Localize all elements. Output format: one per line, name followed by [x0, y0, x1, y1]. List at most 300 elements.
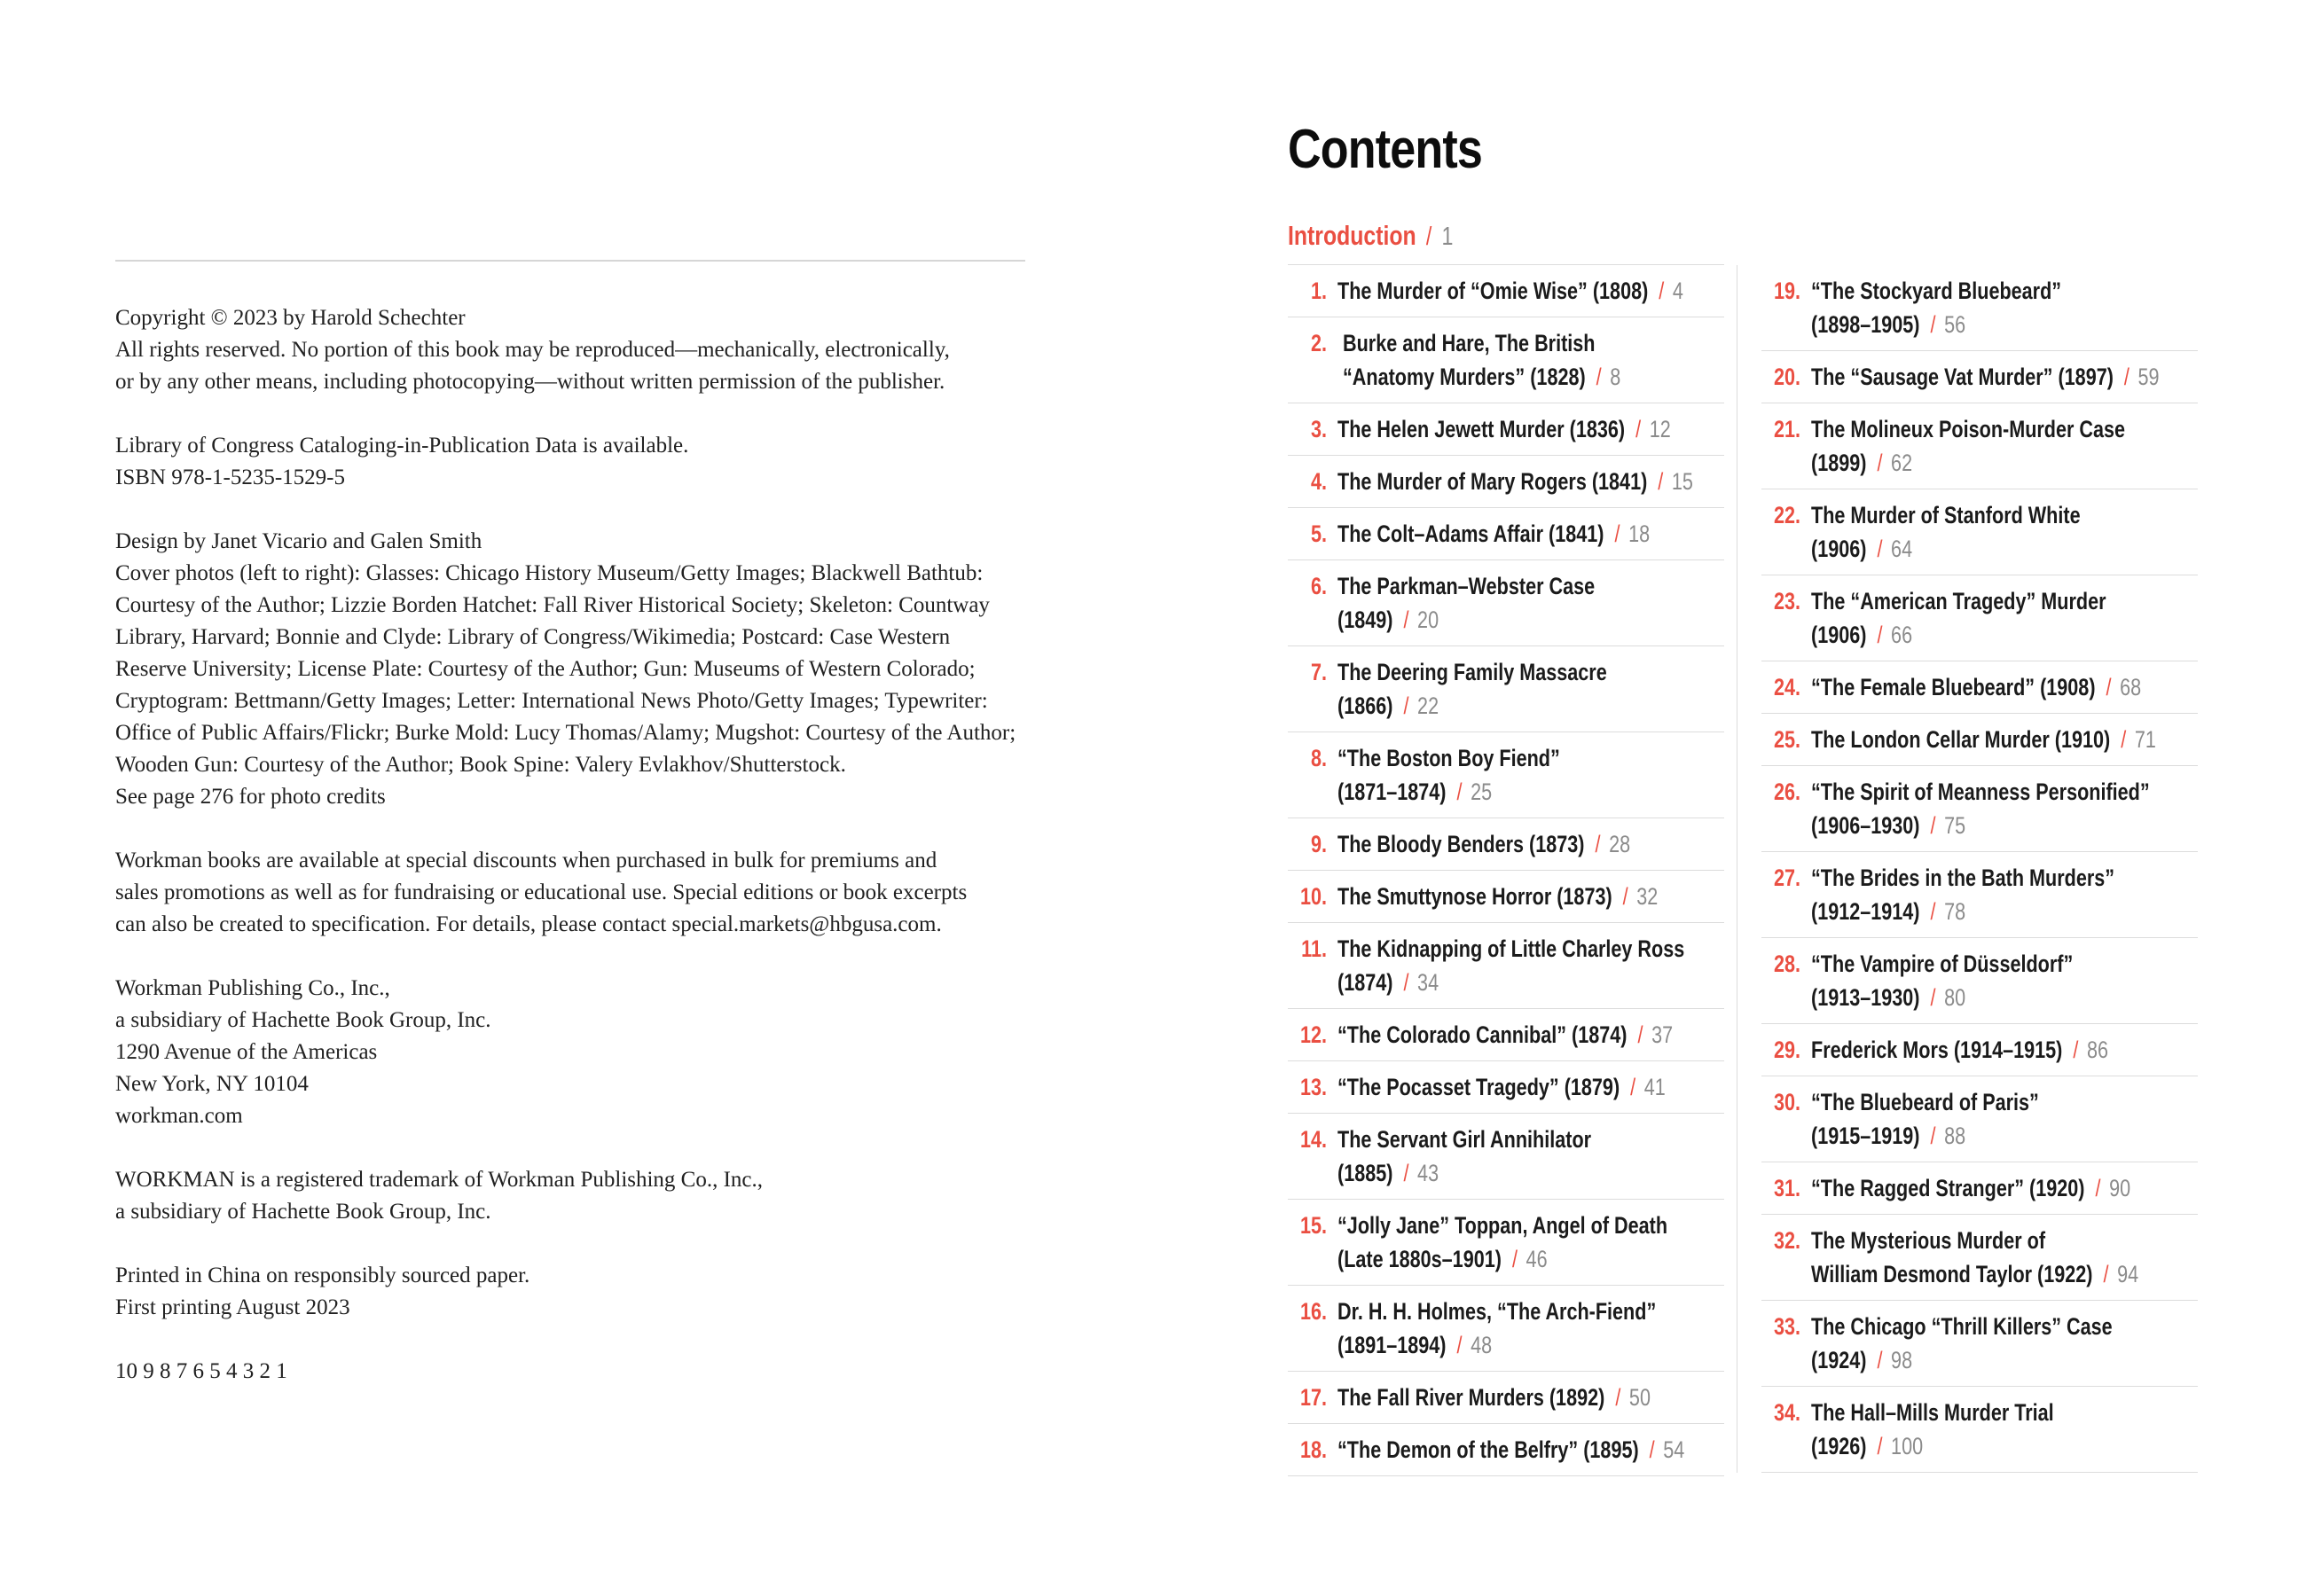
copyright-page: [115, 260, 1025, 1420]
copyright-paragraph: [115, 526, 1025, 813]
toc-entry-title-line: The Murder of “Omie Wise” (1808) / 4: [1337, 278, 1683, 304]
toc-entry-inner: [1761, 1224, 2198, 1291]
toc-entry-title: [1337, 412, 1671, 446]
toc-entry-title: [1811, 861, 2114, 928]
toc-entry-title-line: “The Brides in the Bath Murders”: [1811, 864, 2115, 891]
slash-separator: /: [1511, 1246, 1518, 1272]
copyright-line: a subsidiary of Hachette Book Group, Inc.: [115, 1008, 491, 1032]
slash-separator: /: [2073, 1037, 2079, 1063]
toc-entry-title-line: “The Demon of the Belfry” (1895) / 54: [1337, 1436, 1685, 1463]
toc-entry-page-number: 59: [2137, 364, 2160, 390]
copyright-line: Cover photos (left to right): Glasses: Chicago History Museum/Getty Images; Blackwell Bathtub:: [115, 561, 984, 585]
toc-entry-title: [1811, 1033, 2108, 1067]
toc-entry-inner: [1761, 274, 2198, 341]
toc-entry-page-number: 56: [1944, 311, 1966, 338]
toc-entry-title: [1337, 1018, 1673, 1052]
toc-entry-inner: [1288, 655, 1724, 723]
toc-entry-title: [1337, 1123, 1591, 1190]
toc-entry-inner: [1288, 1209, 1724, 1276]
toc-entry[interactable]: [1288, 403, 1724, 456]
toc-entry-inner: [1761, 1171, 2198, 1205]
slash-separator: /: [1635, 416, 1642, 442]
toc-entry-title-line: “The Pocasset Tragedy” (1879) / 41: [1337, 1074, 1666, 1100]
toc-introduction-row[interactable]: [1288, 220, 1724, 265]
toc-entry-page-number: 46: [1526, 1246, 1548, 1272]
toc-entry-title-line: William Desmond Taylor (1922) / 94: [1811, 1261, 2139, 1287]
toc-introduction-inner: [1288, 220, 1724, 252]
toc-entry-title: [1337, 880, 1658, 913]
toc-entry[interactable]: [1288, 1114, 1724, 1200]
slash-separator: /: [1930, 812, 1936, 839]
copyright-paragraph: [115, 430, 1025, 494]
toc-entry-page-number: 94: [2117, 1261, 2139, 1287]
toc-entry-title: [1811, 1085, 2039, 1153]
toc-entry-title-line: (1912–1914) / 78: [1811, 898, 1966, 925]
toc-entry-page-number: 80: [1944, 984, 1966, 1011]
slash-separator: /: [2123, 364, 2130, 390]
toc-entry-number: 11.: [1301, 935, 1327, 962]
toc-entry-title-line: The Servant Girl Annihilator: [1337, 1126, 1592, 1153]
toc-entry-title: [1337, 1209, 1667, 1276]
toc-entry-title-line: (1885) / 43: [1337, 1160, 1439, 1186]
toc-entry-title: [1811, 584, 2106, 652]
toc-entry-inner: [1761, 498, 2198, 566]
toc-entry-inner: [1288, 1123, 1724, 1190]
toc-entry-page-number: 86: [2086, 1037, 2109, 1063]
toc-entry-inner: [1288, 1295, 1724, 1362]
copyright-paragraph: [115, 1356, 1025, 1388]
toc-entry-number: 8.: [1310, 745, 1327, 771]
slash-separator: /: [1403, 969, 1409, 996]
toc-entry-title-line: (1906) / 64: [1811, 536, 1913, 562]
toc-entry-title: [1337, 1070, 1666, 1104]
toc-entry-title-line: The Kidnapping of Little Charley Ross: [1337, 935, 1685, 962]
toc-entry-title-line: (1898–1905) / 56: [1811, 311, 1966, 338]
toc-entry-inner: [1288, 1381, 1724, 1414]
copyright-line: Library of Congress Cataloging-in-Publication Data is available.: [115, 434, 689, 458]
slash-separator: /: [2121, 726, 2127, 753]
toc-entry-title: [1811, 775, 2150, 842]
toc-entry[interactable]: [1761, 1076, 2198, 1162]
copyright-line: Printed in China on responsibly sourced paper.: [115, 1264, 530, 1287]
toc-entry-number: 20.: [1773, 364, 1800, 390]
toc-entry-inner: [1288, 569, 1724, 637]
slash-separator: /: [1403, 1160, 1409, 1186]
slash-separator: /: [1658, 468, 1664, 495]
toc-entry-title-line: Burke and Hare, The British: [1337, 330, 1596, 356]
toc-entry-number: 17.: [1299, 1384, 1327, 1411]
toc-entry[interactable]: [1288, 265, 1724, 317]
toc-entry[interactable]: [1288, 1372, 1724, 1424]
toc-column-right: [1737, 265, 2198, 1473]
toc-entry-title: [1337, 741, 1560, 809]
toc-entry-inner: [1761, 1396, 2198, 1463]
toc-entry-number: 34.: [1773, 1399, 1800, 1426]
slash-separator: /: [1930, 1123, 1936, 1149]
toc-entry[interactable]: [1761, 489, 2198, 575]
toc-entry-inner: [1761, 412, 2198, 480]
toc-entry[interactable]: [1288, 1061, 1724, 1114]
copyright-line: can also be created to specification. For details, please contact special.markets@hbgusa.com.: [115, 912, 942, 936]
toc-entry-title-line: The London Cellar Murder (1910) / 71: [1811, 726, 2156, 753]
toc-entry-number: 12.: [1299, 1021, 1327, 1048]
toc-entry-title-line: The Murder of Mary Rogers (1841) / 15: [1337, 468, 1693, 495]
toc-entry-number: 25.: [1773, 726, 1800, 753]
toc-entry-title: [1811, 360, 2160, 394]
toc-entry[interactable]: [1761, 1215, 2198, 1301]
toc-entry-page-number: 8: [1610, 364, 1621, 390]
toc-entry[interactable]: [1288, 456, 1724, 508]
toc-entry-inner: [1288, 741, 1724, 809]
toc-entry-page-number: 62: [1891, 450, 1913, 476]
copyright-paragraph: [115, 1164, 1025, 1228]
slash-separator: /: [1456, 1332, 1463, 1358]
toc-entry-title: [1811, 1224, 2138, 1291]
toc-entry-title-line: The Deering Family Massacre: [1337, 659, 1607, 685]
toc-entry-page-number: 50: [1628, 1384, 1651, 1411]
toc-entry-title-line: The Helen Jewett Murder (1836) / 12: [1337, 416, 1671, 442]
top-rule-divider: [115, 260, 1025, 262]
toc-entry-title-line: (1891–1894) / 48: [1337, 1332, 1493, 1358]
toc-entry[interactable]: [1761, 1162, 2198, 1215]
toc-entry-number: 29.: [1773, 1037, 1800, 1063]
slash-separator: /: [1930, 898, 1936, 925]
toc-entry-inner: [1761, 723, 2198, 756]
copyright-paragraph: [115, 1260, 1025, 1324]
toc-entry-title: [1811, 274, 2061, 341]
toc-entry-number: 1.: [1310, 278, 1327, 304]
toc-entry-number: 2.: [1310, 330, 1327, 356]
toc-entry-title: [1811, 498, 2081, 566]
toc-entry[interactable]: [1761, 852, 2198, 938]
toc-entry[interactable]: [1761, 766, 2198, 852]
toc-entry-number: 4.: [1310, 468, 1327, 495]
toc-entry-number: 9.: [1310, 831, 1327, 857]
copyright-paragraph: [115, 302, 1025, 398]
toc-entry-title-line: “The Female Bluebeard” (1908) / 68: [1811, 674, 2142, 700]
toc-entry-title-line: “The Vampire of Düsseldorf”: [1811, 951, 2074, 977]
slash-separator: /: [1456, 778, 1463, 805]
toc-entry-title: [1811, 947, 2073, 1014]
toc-entry-inner: [1761, 775, 2198, 842]
toc-entry[interactable]: [1761, 575, 2198, 661]
toc-entry-inner: [1288, 1070, 1724, 1104]
slash-separator: /: [1877, 450, 1883, 476]
toc-entry-page-number: 15: [1671, 468, 1693, 495]
toc-entry-page-number: 98: [1891, 1347, 1913, 1373]
toc-entry-page-number: 71: [2134, 726, 2156, 753]
toc-entry[interactable]: [1761, 403, 2198, 489]
slash-separator: /: [1877, 536, 1883, 562]
toc-entry-number: 30.: [1773, 1089, 1800, 1115]
copyright-line: Courtesy of the Author; Lizzie Borden Hatchet: Fall River Historical Society; Skeleton: Countway: [115, 593, 990, 617]
toc-entry-title: [1811, 1171, 2130, 1205]
toc-entry-page-number: 54: [1663, 1436, 1685, 1463]
toc-entry-inner: [1288, 274, 1724, 308]
copyright-paragraph: [115, 973, 1025, 1132]
copyright-line: New York, NY 10104: [115, 1072, 309, 1096]
toc-entry-title: [1337, 569, 1595, 637]
toc-entry-number: 26.: [1773, 778, 1800, 805]
toc-entry-inner: [1288, 412, 1724, 446]
toc-entry-number: 23.: [1773, 588, 1800, 614]
toc-entry-title-line: The Bloody Benders (1873) / 28: [1337, 831, 1631, 857]
toc-entry-title-line: The Colt–Adams Affair (1841) / 18: [1337, 520, 1651, 547]
toc-entry-title-line: The Murder of Stanford White: [1811, 502, 2081, 528]
slash-separator: /: [1595, 831, 1601, 857]
toc-entry-title-line: (1906–1930) / 75: [1811, 812, 1966, 839]
toc-entry-inner: [1761, 584, 2198, 652]
toc-columns: [1288, 265, 2210, 1476]
copyright-line: Workman books are available at special discounts when purchased in bulk for premiums and: [115, 849, 937, 872]
slash-separator: /: [2095, 1175, 2101, 1201]
copyright-line: Wooden Gun: Courtesy of the Author; Book Spine: Valery Evlakhov/Shutterstock.: [115, 753, 846, 777]
toc-entry-number: 19.: [1773, 278, 1800, 304]
toc-entry-title-line: “The Ragged Stranger” (1920) / 90: [1811, 1175, 2131, 1201]
copyright-line: WORKMAN is a registered trademark of Workman Publishing Co., Inc.,: [115, 1168, 764, 1192]
toc-entry[interactable]: [1288, 871, 1724, 923]
toc-entry-title-line: The “Sausage Vat Murder” (1897) / 59: [1811, 364, 2160, 390]
toc-entry-title-line: (1871–1874) / 25: [1337, 778, 1493, 805]
toc-entry-title-line: The Chicago “Thrill Killers” Case: [1811, 1313, 2113, 1340]
slash-separator: /: [1403, 606, 1409, 633]
toc-entry-title-line: “The Stockyard Bluebeard”: [1811, 278, 2062, 304]
toc-entry-inner: [1761, 360, 2198, 394]
toc-entry[interactable]: [1761, 1024, 2198, 1076]
page-title-text: Contents: [1288, 119, 1482, 180]
slash-separator: /: [1637, 1021, 1643, 1048]
slash-separator: /: [1425, 223, 1432, 251]
slash-separator: /: [1596, 364, 1602, 390]
toc-entry-page-number: 18: [1628, 520, 1651, 547]
toc-entry-page-number: 12: [1649, 416, 1671, 442]
toc-entry-title: [1337, 1433, 1684, 1467]
slash-separator: /: [1930, 984, 1936, 1011]
toc-entry-number: 31.: [1773, 1175, 1800, 1201]
toc-entry-inner: [1288, 517, 1724, 551]
toc-entry-inner: [1288, 827, 1724, 861]
toc-entry-title-line: The “American Tragedy” Murder: [1811, 588, 2106, 614]
copyright-line: Design by Janet Vicario and Galen Smith: [115, 529, 482, 553]
toc-entry-page-number: 68: [2120, 674, 2142, 700]
toc-entry-title-line: (1924) / 98: [1811, 1347, 1913, 1373]
toc-entry-page-number: 90: [2109, 1175, 2131, 1201]
toc-entry-inner: [1761, 1085, 2198, 1153]
toc-entry-title: [1337, 274, 1683, 308]
slash-separator: /: [1630, 1074, 1636, 1100]
toc-entry-title: [1811, 1310, 2113, 1377]
toc-entry-page-number: 22: [1417, 692, 1439, 719]
toc-entry[interactable]: [1288, 508, 1724, 560]
toc-entry-number: 10.: [1299, 883, 1327, 910]
toc-entry-number: 5.: [1310, 520, 1327, 547]
toc-entry-title: [1811, 670, 2141, 704]
toc-entry-number: 16.: [1299, 1298, 1327, 1325]
intro-label: Introduction: [1288, 220, 1416, 251]
copyright-text-block: [115, 302, 1025, 1388]
toc-entry-title: [1337, 517, 1650, 551]
toc-entry-title-line: The Hall–Mills Murder Trial: [1811, 1399, 2054, 1426]
toc-entry-title: [1337, 827, 1630, 861]
copyright-line: See page 276 for photo credits: [115, 785, 386, 809]
slash-separator: /: [1659, 278, 1665, 304]
toc-entry-title-line: (1913–1930) / 80: [1811, 984, 1966, 1011]
toc-entry-page-number: 88: [1944, 1123, 1966, 1149]
toc-entry-page-number: 37: [1651, 1021, 1674, 1048]
toc-entry[interactable]: [1761, 661, 2198, 714]
copyright-line: 10 9 8 7 6 5 4 3 2 1: [115, 1359, 287, 1383]
toc-entry-title-line: (Late 1880s–1901) / 46: [1337, 1246, 1548, 1272]
toc-entry-title-line: (1915–1919) / 88: [1811, 1123, 1966, 1149]
toc-entry-title-line: The Parkman–Webster Case: [1337, 573, 1596, 599]
toc-entry-page-number: 48: [1471, 1332, 1493, 1358]
slash-separator: /: [1649, 1436, 1655, 1463]
toc-entry-page-number: 100: [1891, 1433, 1924, 1459]
toc-entry-number: 15.: [1299, 1212, 1327, 1239]
toc-entry-title: [1811, 1396, 2054, 1463]
toc-entry-inner: [1288, 465, 1724, 498]
toc-entry[interactable]: [1288, 1200, 1724, 1286]
slash-separator: /: [2106, 674, 2112, 700]
toc-entry-inner: [1288, 1433, 1724, 1467]
toc-entry-number: 3.: [1310, 416, 1327, 442]
toc-entry-title-line: The Mysterious Murder of: [1811, 1227, 2046, 1254]
toc-entry-inner: [1761, 670, 2198, 704]
toc-entry-title-line: (1926) / 100: [1811, 1433, 1924, 1459]
copyright-line: workman.com: [115, 1104, 243, 1128]
slash-separator: /: [1930, 311, 1936, 338]
toc-entry-title: [1337, 655, 1607, 723]
toc-entry-title: [1337, 1381, 1651, 1414]
toc-entry-number: 22.: [1773, 502, 1800, 528]
toc-entry[interactable]: [1288, 646, 1724, 732]
toc-entry[interactable]: [1761, 1387, 2198, 1473]
toc-entry-number: 7.: [1310, 659, 1327, 685]
toc-entry-number: 32.: [1773, 1227, 1800, 1254]
slash-separator: /: [1877, 622, 1883, 648]
toc-entry[interactable]: [1288, 732, 1724, 818]
intro-page-number: 1: [1441, 223, 1454, 251]
toc-entry-page-number: 32: [1636, 883, 1659, 910]
toc-entry-title-line: Frederick Mors (1914–1915) / 86: [1811, 1037, 2109, 1063]
toc-entry[interactable]: [1288, 1424, 1724, 1476]
copyright-line: Cryptogram: Bettmann/Getty Images; Letter: International News Photo/Getty Images; Typewriter:: [115, 689, 988, 713]
copyright-line: Copyright © 2023 by Harold Schechter: [115, 306, 466, 330]
toc-entry-title-line: “The Spirit of Meanness Personified”: [1811, 778, 2150, 805]
toc-entry[interactable]: [1288, 818, 1724, 871]
toc-entry-page-number: 25: [1471, 778, 1493, 805]
copyright-line: sales promotions as well as for fundraising or educational use. Special editions or book excerpts: [115, 880, 968, 904]
slash-separator: /: [1615, 1384, 1621, 1411]
copyright-line: Office of Public Affairs/Flickr; Burke Mold: Lucy Thomas/Alamy; Mugshot: Courtesy of the Author;: [115, 721, 1016, 745]
toc-entry-page-number: 78: [1944, 898, 1966, 925]
toc-entry-title: [1337, 326, 1620, 394]
toc-entry-title-line: Dr. H. H. Holmes, “The Arch-Fiend”: [1337, 1298, 1657, 1325]
toc-entry-title-line: “The Colorado Cannibal” (1874) / 37: [1337, 1021, 1674, 1048]
copyright-line: ISBN 978-1-5235-1529-5: [115, 466, 346, 489]
toc-entry-title-line: The Molineux Poison-Murder Case: [1811, 416, 2126, 442]
copyright-line: a subsidiary of Hachette Book Group, Inc.: [115, 1200, 491, 1224]
toc-entry-title: [1337, 465, 1693, 498]
toc-entry-page-number: 43: [1417, 1160, 1439, 1186]
toc-entry[interactable]: [1761, 938, 2198, 1024]
toc-entry[interactable]: [1761, 351, 2198, 403]
slash-separator: /: [2103, 1261, 2109, 1287]
toc-entry-title-line: (1899) / 62: [1811, 450, 1913, 476]
copyright-line: Reserve University; License Plate: Courtesy of the Author; Gun: Museums of Western Colorado;: [115, 657, 976, 681]
toc-entry[interactable]: [1761, 1301, 2198, 1387]
toc-entry-number: 28.: [1773, 951, 1800, 977]
toc-entry[interactable]: [1288, 923, 1724, 1009]
toc-entry[interactable]: [1761, 265, 2198, 351]
toc-entry-number: 27.: [1773, 864, 1800, 891]
toc-entry-inner: [1761, 861, 2198, 928]
toc-entry-title: [1811, 723, 2156, 756]
toc-entry-title-line: “The Boston Boy Fiend”: [1337, 745, 1560, 771]
toc-entry-inner: [1761, 947, 2198, 1014]
toc-entry-inner: [1288, 932, 1724, 999]
toc-entry-title-line: “Jolly Jane” Toppan, Angel of Death: [1337, 1212, 1668, 1239]
copyright-line: Workman Publishing Co., Inc.,: [115, 976, 390, 1000]
toc-entry-number: 6.: [1310, 573, 1327, 599]
toc-entry[interactable]: [1761, 714, 2198, 766]
toc-entry-page-number: 64: [1891, 536, 1913, 562]
toc-entry[interactable]: [1288, 1286, 1724, 1372]
toc-entry-title: [1337, 1295, 1656, 1362]
toc-entry-page-number: 4: [1672, 278, 1683, 304]
copyright-line: 1290 Avenue of the Americas: [115, 1040, 378, 1064]
copyright-paragraph: [115, 845, 1025, 941]
copyright-line: First printing August 2023: [115, 1295, 350, 1319]
toc-entry-title-line: The Smuttynose Horror (1873) / 32: [1337, 883, 1659, 910]
toc-entry-page-number: 28: [1609, 831, 1631, 857]
toc-entry-page-number: 41: [1643, 1074, 1666, 1100]
toc-entry[interactable]: [1288, 1009, 1724, 1061]
toc-entry-number: 14.: [1299, 1126, 1327, 1153]
toc-entry-title-line: (1906) / 66: [1811, 622, 1913, 648]
toc-entry-page-number: 66: [1891, 622, 1913, 648]
toc-entry-title-line: “Anatomy Murders” (1828) / 8: [1337, 364, 1621, 390]
contents-page: [1288, 119, 2210, 1476]
slash-separator: /: [1614, 520, 1620, 547]
toc-entry-inner: [1288, 1018, 1724, 1052]
toc-entry-number: 24.: [1773, 674, 1800, 700]
toc-entry-title-line: “The Bluebeard of Paris”: [1811, 1089, 2039, 1115]
copyright-line: All rights reserved. No portion of this book may be reproduced—mechanically, electronically,: [115, 338, 950, 362]
slash-separator: /: [1877, 1433, 1883, 1459]
toc-entry-page-number: 34: [1417, 969, 1439, 996]
toc-entry-title: [1337, 932, 1684, 999]
toc-entry-number: 18.: [1299, 1436, 1327, 1463]
toc-entry[interactable]: [1288, 560, 1724, 646]
slash-separator: /: [1403, 692, 1409, 719]
copyright-line: Library, Harvard; Bonnie and Clyde: Library of Congress/Wikimedia; Postcard: Case Western: [115, 625, 951, 649]
toc-entry-number: 33.: [1773, 1313, 1800, 1340]
toc-column-left: [1288, 265, 1724, 1476]
toc-entry[interactable]: [1288, 317, 1724, 403]
toc-entry-title-line: (1866) / 22: [1337, 692, 1439, 719]
toc-entry-inner: [1761, 1033, 2198, 1067]
toc-entry-inner: [1761, 1310, 2198, 1377]
toc-entry-title-line: The Fall River Murders (1892) / 50: [1337, 1384, 1651, 1411]
toc-entry-number: 21.: [1773, 416, 1800, 442]
slash-separator: /: [1622, 883, 1628, 910]
slash-separator: /: [1877, 1347, 1883, 1373]
toc-entry-title: [1811, 412, 2125, 480]
toc-entry-number: 13.: [1299, 1074, 1327, 1100]
toc-entry-inner: [1288, 880, 1724, 913]
toc-entry-title-line: (1849) / 20: [1337, 606, 1439, 633]
